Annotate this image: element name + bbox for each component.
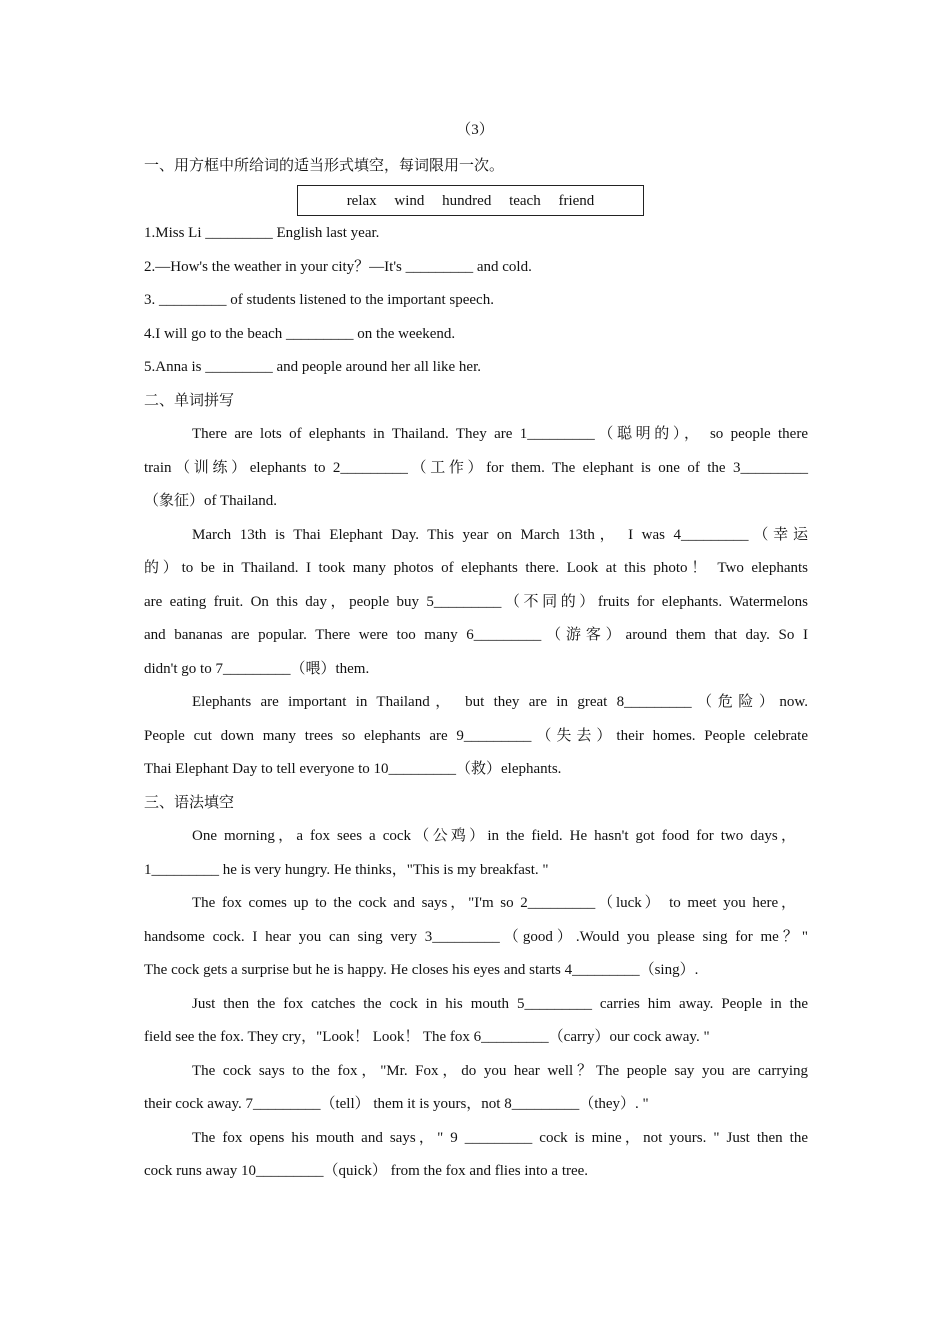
story-line: 1_________ he is very hungry. He thinks，"This is my breakfast. ": [144, 862, 549, 878]
story-line: The fox opens his mouth and says，" 9 _________ cock is mine，not yours. " Just then the: [192, 1130, 808, 1146]
story-line: Just then the fox catches the cock in his mouth 5_________ carries him away. People in the: [192, 996, 808, 1012]
word-box-item: wind: [394, 193, 425, 209]
question-1: 1.Miss Li _________ English last year.: [144, 225, 380, 241]
section2-heading: 二、单词拼写: [144, 391, 235, 409]
story-line: The cock says to the fox，"Mr. Fox，do you hear well？The people say you are carrying: [192, 1063, 808, 1079]
story-line: their cock away. 7_________（tell） them it is yours，not 8_________（they）. ": [144, 1096, 649, 1112]
story-line: The fox comes up to the cock and says，"I'm so 2_________（luck） to meet you here，: [192, 895, 796, 911]
word-box: [297, 185, 644, 216]
story-line: The cock gets a surprise but he is happy. He closes his eyes and starts 4_________（sing）.: [144, 962, 699, 978]
word-box-item: friend: [558, 193, 595, 209]
passage-line: There are lots of elephants in Thailand. They are 1_________（聪明的）， so people there: [192, 426, 808, 442]
word-box-item: relax: [346, 193, 377, 209]
word-box-item: hundred: [442, 193, 492, 209]
question-5: 5.Anna is _________ and people around her all like her.: [144, 359, 482, 375]
section3-heading: 三、语法填空: [144, 793, 235, 811]
passage-line: are eating fruit. On this day，people buy 5_________（不同的）fruits for elephants. Watermelons: [144, 594, 808, 610]
question-3: 3. _________ of students listened to the important speech.: [144, 292, 494, 308]
story-line: handsome cock. I hear you can sing very 3_________（good）.Would you please sing for me？": [144, 929, 808, 945]
passage-line: （象征）of Thailand.: [144, 493, 278, 509]
passage-line: 的）to be in Thailand. I took many photos of elephants there. Look at this photo！ Two elephants: [144, 560, 808, 576]
passage-line: People cut down many trees so elephants are 9_________（失去）their homes. People celebrate: [144, 728, 808, 744]
passage-line: Thai Elephant Day to tell everyone to 10_________（救）elephants.: [144, 761, 562, 777]
passage-line: train（训练）elephants to 2_________（工作）for them. The elephant is one of the 3_________: [144, 460, 808, 476]
passage-line: Elephants are important in Thailand， but they are in great 8_________（危险）now.: [192, 694, 808, 710]
question-2: 2.—How's the weather in your city？—It's _________ and cold.: [144, 259, 532, 275]
passage-line: and bananas are popular. There were too many 6_________（游客）around them that day. So I: [144, 627, 808, 643]
story-line: field see the fox. They cry，"Look！ Look！ The fox 6_________（carry）our cock away. ": [144, 1029, 710, 1045]
story-line: One morning，a fox sees a cock（公鸡）in the field. He hasn't got food for two days，: [192, 828, 796, 844]
word-box-item: teach: [509, 193, 541, 209]
passage-line: March 13th is Thai Elephant Day. This year on March 13th， I was 4_________（幸运: [192, 527, 808, 543]
passage-line: didn't go to 7_________（喂）them.: [144, 661, 370, 677]
page-title: （3）: [456, 122, 494, 138]
question-4: 4.I will go to the beach _________ on the weekend.: [144, 326, 456, 342]
story-line: cock runs away 10_________（quick） from the fox and flies into a tree.: [144, 1163, 589, 1179]
section1-heading: 一、用方框中所给词的适当形式填空，每词限用一次。: [144, 156, 505, 174]
